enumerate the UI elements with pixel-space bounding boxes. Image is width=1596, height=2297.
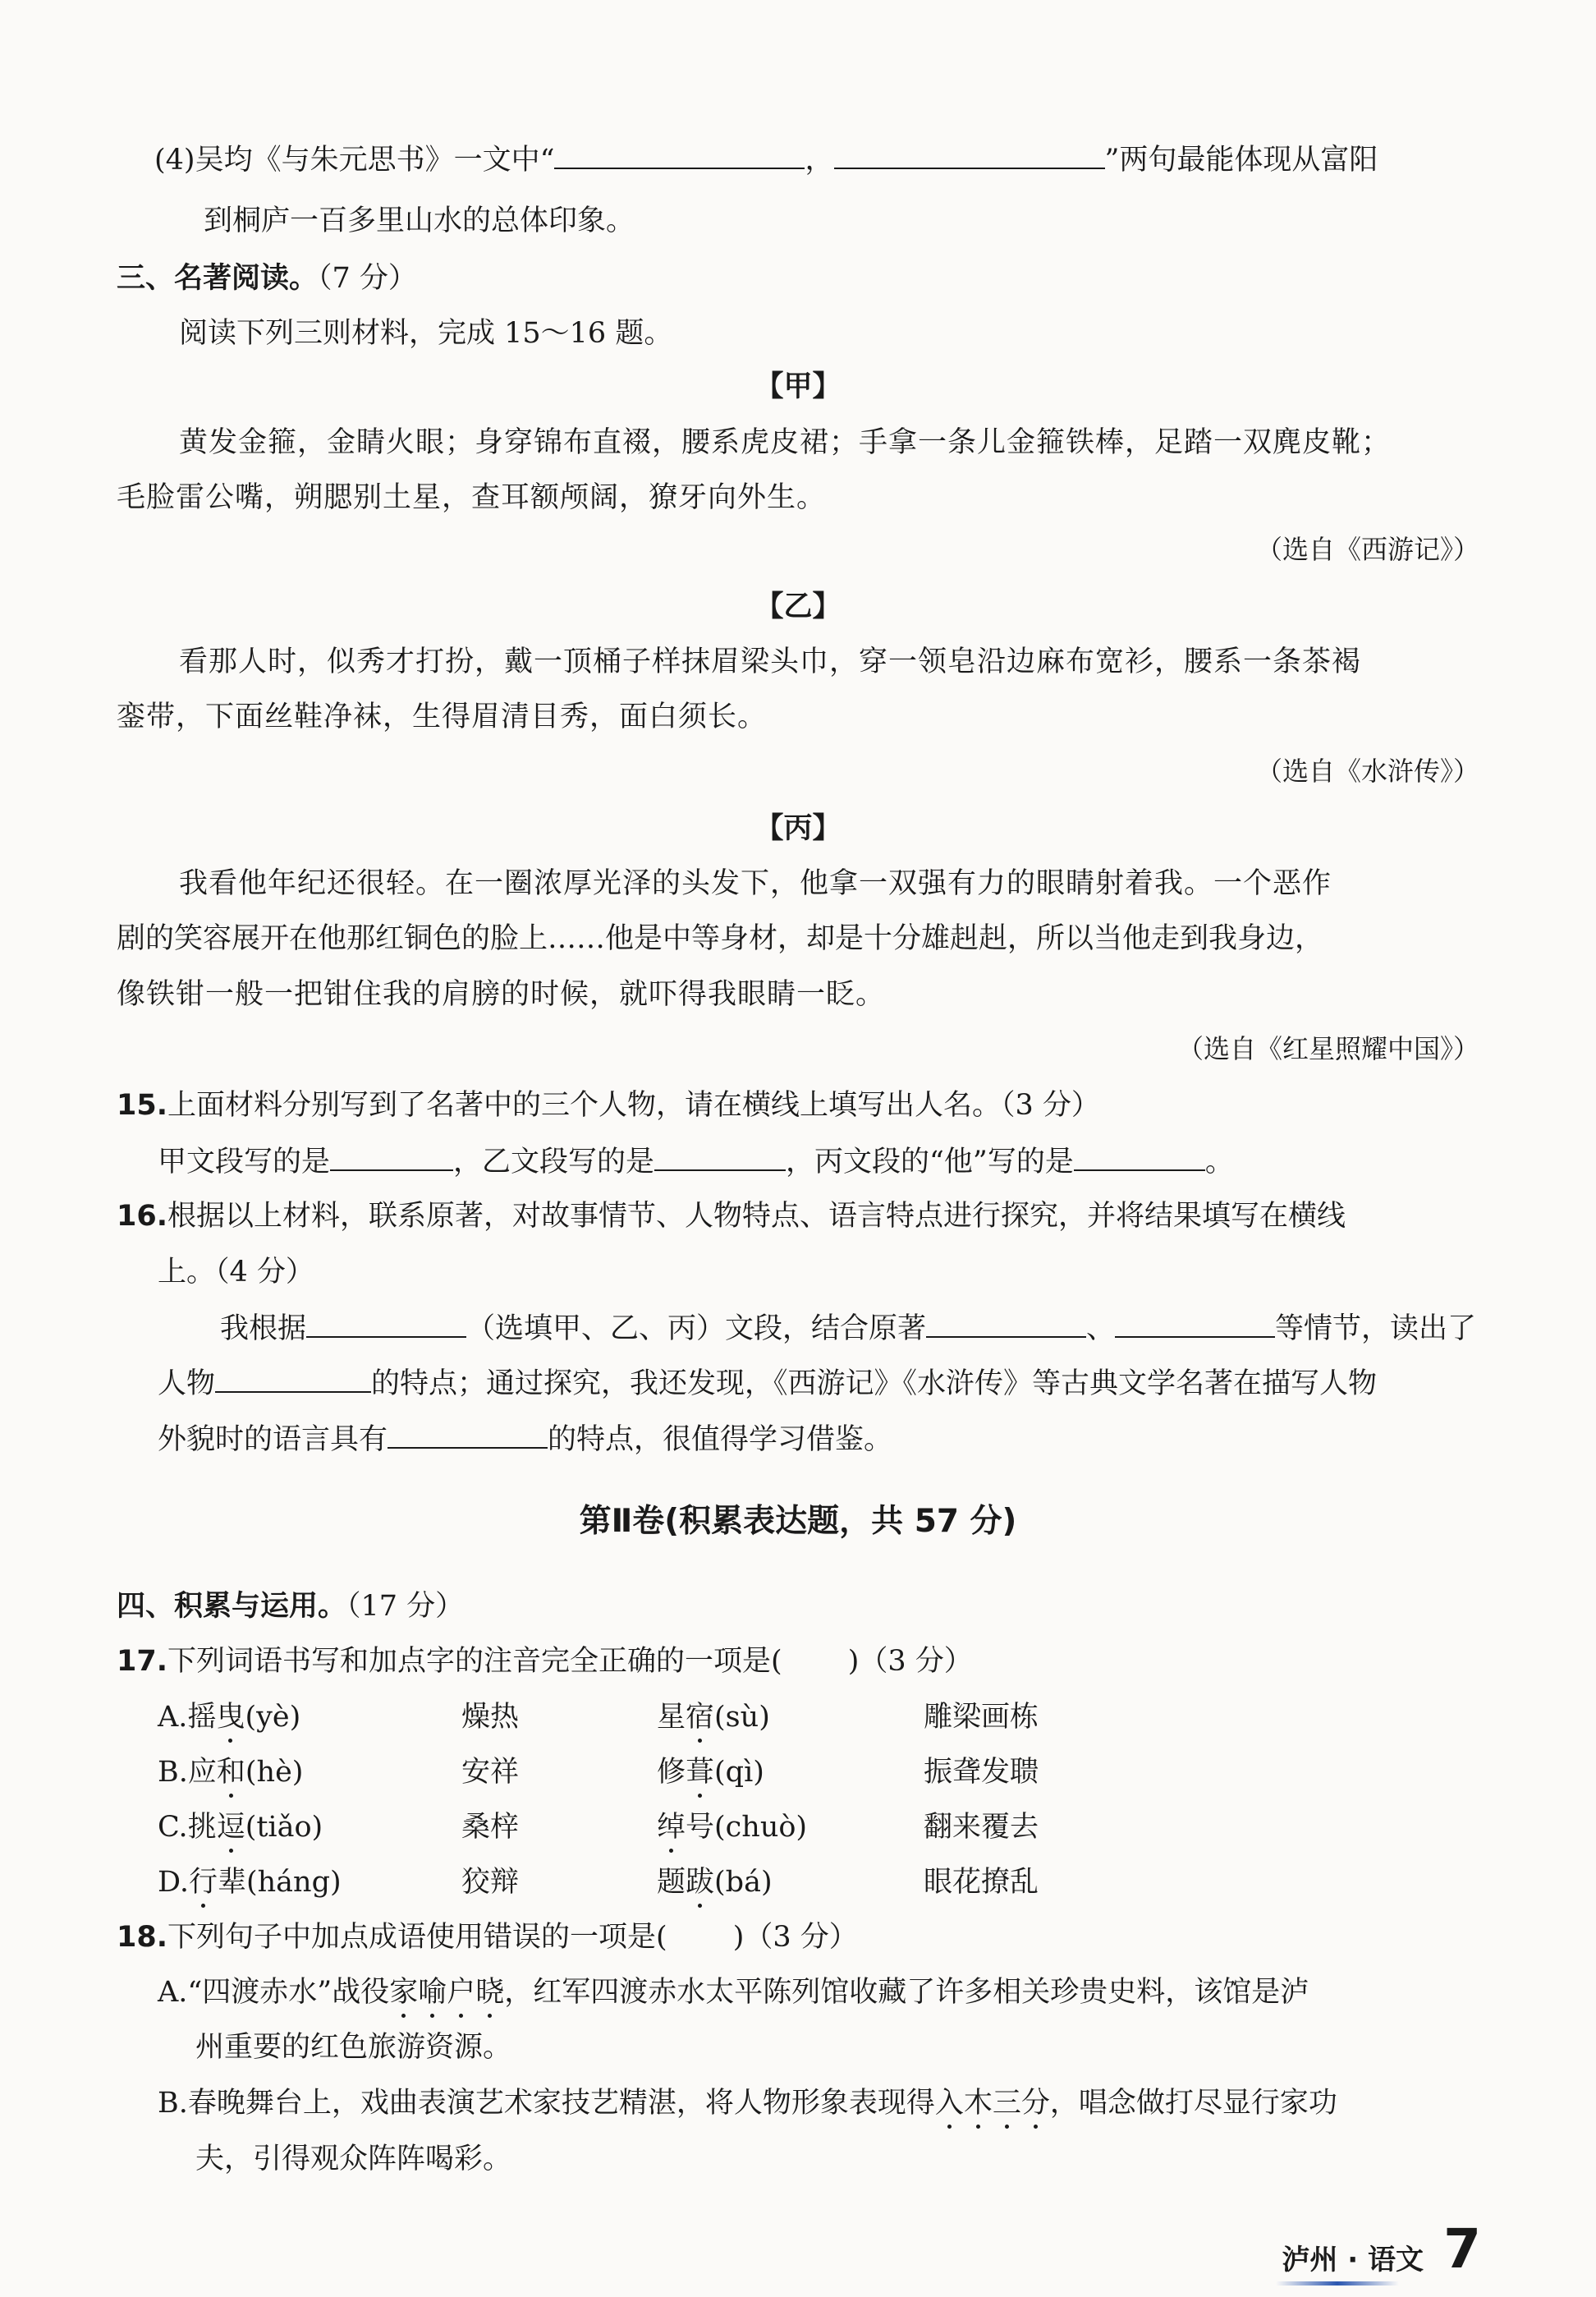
q16-text-3a: 外貌时的语言具有 xyxy=(158,1423,388,1456)
q15-text-c: ，丙文段的“他”写的是 xyxy=(786,1146,1074,1178)
q18-a-text-pre: A.“四渡赤水”战役 xyxy=(158,1976,390,2009)
q16-blank-trait[interactable] xyxy=(215,1365,371,1393)
q16-stem-line1 xyxy=(117,1199,1346,1233)
q17-option-word3: 修葺(qì) xyxy=(657,1756,764,1789)
footer-label: 泸州 · 语文 xyxy=(1282,2244,1424,2276)
q18-b-text-post: ，唱念做打尽显行家功 xyxy=(1049,2087,1337,2120)
q16-stem-text1: 根据以上材料，联系原著，对故事情节、人物特点、语言特点进行探究，并将结果填写在横线 xyxy=(167,1200,1346,1233)
q17-option-word1: B.应和(hè) xyxy=(158,1756,304,1789)
q18-option-b-line2: 夫，引得观众阵阵喝彩。 xyxy=(195,2143,512,2175)
q17-option-word1: D.行辈(háng) xyxy=(158,1866,342,1899)
jia-line1: 黄发金箍，金睛火眼；身穿锦布直裰，腰系虎皮裙；手拿一条儿金箍铁棒，足踏一双麂皮靴； xyxy=(179,426,1392,459)
q18-number: 18. xyxy=(117,1921,168,1954)
q17-stem-text: 下列词语书写和加点字的注音完全正确的一项是( xyxy=(167,1645,782,1678)
q15-blank-bing[interactable] xyxy=(1074,1143,1205,1171)
jia-source: （选自《西游记》） xyxy=(1255,534,1479,565)
section3-intro: 阅读下列三则材料，完成 15～16 题。 xyxy=(179,317,673,350)
q17-option-word4: 眼花撩乱 xyxy=(924,1866,1039,1899)
q16-answer-line2 xyxy=(158,1365,1377,1401)
q17-option-word2: 安祥 xyxy=(461,1756,520,1789)
section3-score: （7 分） xyxy=(318,262,417,295)
q16-blank-passage[interactable] xyxy=(306,1310,466,1338)
q16-text-1d: 等情节，读出了 xyxy=(1275,1312,1477,1345)
yi-line2: 銮带，下面丝鞋净袜，生得眉清目秀，面白须长。 xyxy=(117,701,768,733)
q14-4-text-a: (4)吴均《与朱元思书》一文中“ xyxy=(154,144,555,177)
q15-stem xyxy=(117,1088,1100,1123)
emphasis-char: 喻 xyxy=(418,1976,447,2009)
q17-stem xyxy=(117,1644,973,1679)
q16-blank-plot-1[interactable] xyxy=(926,1310,1086,1338)
jia-line2: 毛脸雷公嘴，朔腮别土星，查耳额颅阔，獠牙向外生。 xyxy=(117,481,827,514)
jia-label: 【甲】 xyxy=(754,370,842,403)
emphasis-char: 晓 xyxy=(475,1976,505,2009)
bing-label: 【丙】 xyxy=(754,812,842,845)
q17-option-word1: A.摇曳(yè) xyxy=(158,1701,301,1734)
bing-line2: 剧的笑容展开在他那红铜色的脸上……他是中等身材，却是十分雄赳赳，所以当他走到我身边， xyxy=(117,922,1324,955)
q14-4-line2: 到桐庐一百多里山水的总体印象。 xyxy=(204,204,635,237)
q18-a-text-post: ，红军四渡赤水太平陈列馆收藏了许多相关珍贵史料，该馆是泸 xyxy=(504,1976,1309,2009)
q18-b-text-pre: B.春晚舞台上，戏曲表演艺术家技艺精湛，将人物形象表现得 xyxy=(158,2087,935,2120)
q16-text-2b: 的特点；通过探究，我还发现，《西游记》《水浒传》等古典文学名著在描写人物 xyxy=(371,1367,1378,1400)
q16-text-1a: 我根据 xyxy=(220,1312,307,1345)
q17-option-word4: 雕梁画栋 xyxy=(924,1701,1039,1734)
q16-blank-plot-2[interactable] xyxy=(1115,1310,1275,1338)
q14-4-text-c: ”两句最能体现从富阳 xyxy=(1104,144,1378,177)
section4-score: （17 分） xyxy=(346,1590,465,1623)
q17-number: 17. xyxy=(117,1645,168,1678)
q16-text-3b: 的特点，很值得学习借鉴。 xyxy=(548,1423,893,1456)
q14-4-blank-2[interactable] xyxy=(834,141,1105,169)
footer-decoration-line xyxy=(1276,2281,1399,2286)
section4-title: 四、积累与运用。 xyxy=(117,1590,347,1623)
q16-text-1c: 、 xyxy=(1086,1312,1116,1345)
q16-blank-language[interactable] xyxy=(388,1421,548,1449)
emphasis-char: 三 xyxy=(992,2087,1021,2120)
q14-4-line1 xyxy=(154,141,1378,177)
q16-answer-line1 xyxy=(220,1310,1476,1346)
q17-option-word2: 燥热 xyxy=(461,1701,520,1734)
q16-number: 16. xyxy=(117,1200,168,1233)
q15-text-b: ，乙文段写的是 xyxy=(453,1146,655,1178)
q18-option-b-line1[interactable] xyxy=(158,2086,1337,2120)
yi-label: 【乙】 xyxy=(754,590,842,623)
q17-option-word1: C.挑逗(tiǎo) xyxy=(158,1811,323,1844)
q17-stem-end: )（3 分） xyxy=(847,1645,973,1678)
q18-stem-end: )（3 分） xyxy=(732,1921,858,1954)
section4-heading xyxy=(117,1589,464,1624)
emphasis-char: 入 xyxy=(934,2087,964,2120)
q15-blank-jia[interactable] xyxy=(330,1143,453,1171)
q15-number: 15. xyxy=(117,1089,168,1122)
q15-answer-line xyxy=(158,1143,1234,1179)
part2-title: 第Ⅱ卷(积累表达题，共 57 分) xyxy=(579,1503,1017,1540)
q16-text-1b: （选填甲、乙、丙）文段，结合原著 xyxy=(466,1312,927,1345)
section3-heading xyxy=(117,261,417,296)
emphasis-char: 分 xyxy=(1020,2087,1050,2120)
q18-option-a-line1[interactable] xyxy=(158,1975,1309,2010)
page-number: 7 xyxy=(1443,2217,1481,2281)
q17-option-word4: 翻来覆去 xyxy=(924,1811,1039,1844)
q14-4-text-b: ， xyxy=(805,144,834,177)
q17-option-word3: 题跋(bá) xyxy=(657,1866,773,1899)
emphasis-char: 木 xyxy=(963,2087,993,2120)
q17-option-word3: 星宿(sù) xyxy=(657,1701,770,1734)
q15-text-d: 。 xyxy=(1204,1146,1234,1178)
yi-source: （选自《水浒传》） xyxy=(1255,756,1479,787)
q18-b-idiom xyxy=(935,2087,1050,2120)
q15-stem-text: 上面材料分别写到了名著中的三个人物，请在横线上填写出人名。（3 分） xyxy=(167,1089,1100,1122)
q15-blank-yi[interactable] xyxy=(654,1143,786,1171)
q18-a-idiom xyxy=(389,1976,504,2009)
q16-stem-line2: 上。（4 分） xyxy=(158,1256,314,1289)
emphasis-char: 家 xyxy=(389,1976,419,2009)
q18-option-a-line2: 州重要的红色旅游资源。 xyxy=(195,2031,512,2064)
bing-line3: 像铁钳一般一把钳住我的肩膀的时候，就吓得我眼睛一眨。 xyxy=(117,978,886,1011)
q15-text-a: 甲文段写的是 xyxy=(158,1146,331,1178)
q17-option-word2: 桑梓 xyxy=(461,1811,520,1844)
yi-line1: 看那人时，似秀才打扮，戴一顶桶子样抹眉梁头巾，穿一领皂沿边麻布宽衫，腰系一条茶褐 xyxy=(179,645,1362,678)
q14-4-blank-1[interactable] xyxy=(554,141,805,169)
q16-answer-line3 xyxy=(158,1421,892,1457)
q18-stem-text: 下列句子中加点成语使用错误的一项是( xyxy=(167,1921,667,1954)
q17-option-word3: 绰号(chuò) xyxy=(657,1811,808,1844)
bing-source: （选自《红星照耀中国》） xyxy=(1176,1033,1479,1064)
emphasis-char: 户 xyxy=(447,1976,476,2009)
section3-title: 三、名著阅读。 xyxy=(117,262,319,295)
q16-text-2a: 人物 xyxy=(158,1367,216,1400)
q18-stem xyxy=(117,1920,858,1955)
q17-option-word2: 狡辩 xyxy=(461,1866,520,1899)
bing-line1: 我看他年纪还很轻。在一圈浓厚光泽的头发下，他拿一双强有力的眼睛射着我。一个恶作 xyxy=(179,867,1332,900)
q17-option-word4: 振聋发聩 xyxy=(924,1756,1039,1789)
